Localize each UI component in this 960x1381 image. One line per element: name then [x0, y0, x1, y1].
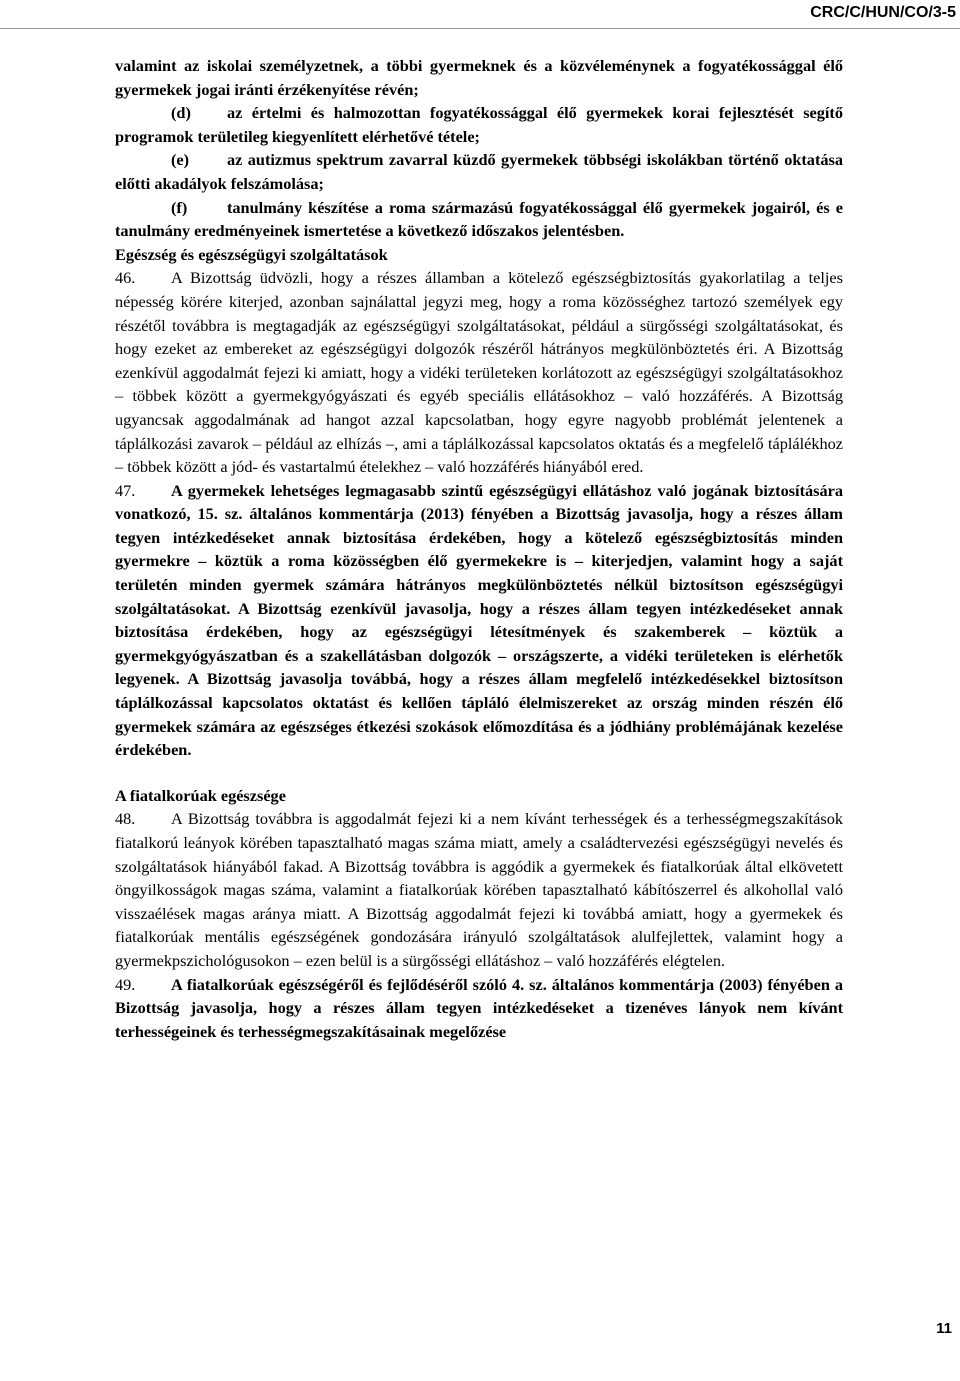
- list-item-f-label: (f): [171, 197, 188, 217]
- paragraph-46-number: 46.: [115, 268, 136, 288]
- paragraph-47-number: 47.: [115, 480, 136, 500]
- list-item-e-label: (e): [171, 150, 190, 170]
- page-number: 11: [936, 1320, 952, 1337]
- document-code: CRC/C/HUN/CO/3-5: [810, 4, 956, 21]
- document-body: [115, 54, 843, 1043]
- list-item-d: [115, 101, 843, 148]
- paragraph-47-text: A gyermekek lehetséges legmagasabb szintű egészségügyi ellátáshoz való jogának biztosítására vonatkozó, 15. sz. általános kommentárja (2013) fényében a Bizottság javasolja, hogy a részes állam tegyen intézkedéseket annak biztosítása érdekében, hogy a kötelező egészségbiztosítás minden gyermekre – köztük a roma közösségben élő gyermekekre is – kiterjedjen, valamint hogy a saját területén minden gyermek számára hátrányos megkülönböztetés nélkül biztosítson egészségügyi szolgáltatásokat. A Bizottság ezenkívül javasolja, hogy a részes állam tegyen intézkedéseket annak biztosítása érdekében, hogy az egészségügyi létesítmények és szakemberek – köztük a gyermekgyógyászatban és a szakellátásban dolgozók – országszerte, a vidéki területeken is elérhetők legyenek. A Bizottság javasolja továbbá, hogy a részes állam megfelelő intézkedésekkel biztosítson táplálkozással kapcsolatos oktatást és kellően tápláló élelmiszereket az ország minden részén élő gyermekek számára az egészséges étkezési szokások előmozdítása és a jódhiány problémájának kezelése érdekében.: [115, 480, 843, 760]
- paragraph-49-number: 49.: [115, 974, 136, 994]
- list-item-d-label: (d): [171, 103, 191, 123]
- paragraph-48-text: A Bizottság továbbra is aggodalmát fejezi ki a nem kívánt terhességek és a terhességmegszakítások fiatalkorú leányok körében tapasztalható magas száma miatt, amely a családtervezési egészségügyi nevelés és szolgáltatások hiányából fakad. A Bizottság továbbra is aggódik a gyermekek és fiatalkorúak által elkövetett öngyilkosságok magas száma, valamint a fiatalkorúak körében tapasztalható kábítószerrel és alkohollal való visszaélések magas aránya miatt. A Bizottság aggodalmát fejezi ki továbbá amiatt, hogy a gyermekek és fiatalkorúak mentális egészségének gondozására irányuló szolgáltatások alulfejlettek, valamint hogy a gyermekpszichológusokon – ezen belül is a sürgősségi ellátáshoz – való hozzáférés elégtelen.: [115, 809, 843, 970]
- list-item-d-text: az értelmi és halmozottan fogyatékossággal élő gyermekek korai fejlesztését segítő programok területileg kiegyenlített elérhetővé tétele;: [115, 103, 843, 146]
- list-item-e-text: az autizmus spektrum zavarral küzdő gyermekek többségi iskolákban történő oktatása előtti akadályok felszámolása;: [115, 150, 843, 193]
- list-item-e: [115, 148, 843, 195]
- list-item-f: [115, 196, 843, 243]
- paragraph-47: [115, 479, 843, 762]
- paragraph-46-text: A Bizottság üdvözli, hogy a részes államban a kötelező egészségbiztosítás gyakorlatilag a teljes népesség körére kiterjed, azonban sajnálattal jegyzi meg, hogy a roma közösséghez tartozó személyek egy részétől továbbra is megtagadják az egészségügyi szolgáltatásokat, például a sürgősségi szolgáltatásokat, és hogy ezeket az embereket az egészségügyi dolgozók részéről hátrányos megkülönböztetés éri. A Bizottság ezenkívül aggodalmát fejezi ki amiatt, hogy a vidéki területeken korlátozott az egészségügyi szolgáltatásokhoz – többek között a gyermekgyógyászati és egyéb speciális ellátásokhoz – való hozzáférés. A Bizottság ugyancsak aggodalmának ad hangot azzal kapcsolatban, hogy egyre nagyobb problémát jelentenek a táplálkozási zavarok – például az elhízás –, ami a táplálkozással kapcsolatos oktatás és a megfelelő táplálékhoz – többek között a jód- és vastartalmú ételekhez – való hozzáférés hiányából ered.: [115, 268, 843, 477]
- paragraph-49: [115, 973, 843, 1044]
- section-heading-health: Egészség és egészségügyi szolgáltatások: [115, 244, 388, 264]
- header-divider: [0, 28, 960, 29]
- item-c-continuation: valamint az iskolai személyzetnek, a többi gyermeknek és a közvéleménynek a fogyatékossággal élő gyermekek jogai iránti érzékenyítése révén;: [115, 56, 843, 99]
- list-item-f-text: tanulmány készítése a roma származású fogyatékossággal élő gyermekek jogairól, és e tanulmány eredményeinek ismertetése a következő időszakos jelentésben.: [115, 197, 843, 241]
- paragraph-46: [115, 266, 843, 478]
- paragraph-49-text: A fiatalkorúak egészségéről és fejlődéséről szóló 4. sz. általános kommentárja (2003) fényében a Bizottság javasolja, hogy a részes állam tegyen intézkedéseket a tizenéves lányok nem kívánt terhességeinek és terhességmegszakításainak megelőzése: [115, 974, 843, 1041]
- paragraph-48-number: 48.: [115, 809, 136, 829]
- paragraph-48: [115, 807, 843, 972]
- section-heading-youth-health: A fiatalkorúak egészsége: [115, 785, 286, 805]
